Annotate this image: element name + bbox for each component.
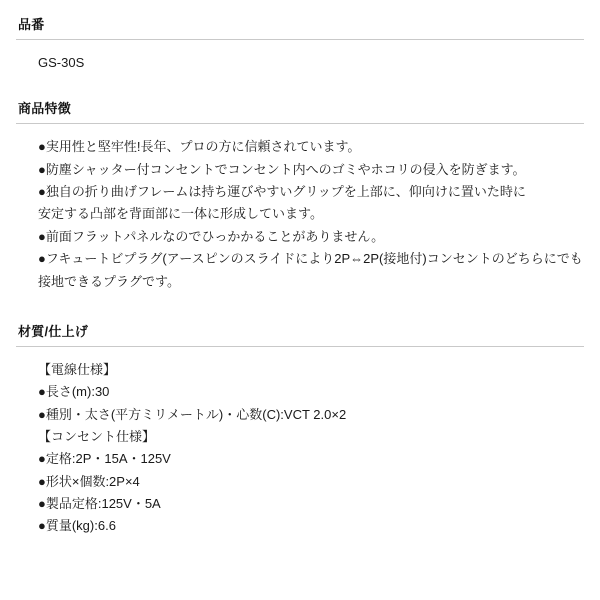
text-line: ●前面フラットパネルなのでひっかかることがありません。 [38,228,385,244]
text-line: GS-30S [38,55,85,70]
section-body-product-number [16,52,584,74]
text-line: ●防塵シャッター付コンセントでコンセント内へのゴミやホコリの侵入を防ぎます。 [38,161,526,177]
section-title-features: 商品特徴 [18,101,72,117]
text-line: ●製品定格:125V・5A [38,496,161,512]
text-line: ●質量(kg):6.6 [38,518,116,534]
text-line: 【電線仕様】 [38,361,117,377]
section-body-features [16,136,584,293]
spacer [16,76,584,98]
section-body-material-finish [16,359,584,538]
section-title-product-number: 品番 [18,17,45,32]
section-features [16,98,584,293]
section-material-finish [16,321,584,538]
text-line: ●種別・太さ(平方ミリメートル)・心数(C):VCT 2.0×2 [38,406,347,422]
section-title-material-finish: 材質/仕上げ [18,323,89,339]
section-divider [16,39,584,40]
section-divider [16,346,584,347]
text-line: ●形状×個数:2P×4 [38,473,140,489]
text-line: ●独自の折り曲げフレームは持ち運びやすいグリップを上部に、仰向けに置いた時に [38,184,526,200]
text-line: ●定格:2P・15A・125V [38,451,171,467]
text-line: 【コンセント仕様】 [38,428,156,444]
spacer [16,295,584,321]
text-line: ●実用性と堅牢性!長年、プロの方に信頼されています。 [38,139,361,155]
text-line: 安定する凸部を背面部に一体に形成しています。 [38,206,323,222]
text-line: ●フキュートビプラグ(アースピンのスライドにより2P⇔2P(接地付)コンセントのどちらにでも接地できるプラグです。 [38,251,583,289]
text-line: ●長さ(m):30 [38,384,110,400]
section-divider [16,123,584,124]
section-product-number [16,14,584,74]
